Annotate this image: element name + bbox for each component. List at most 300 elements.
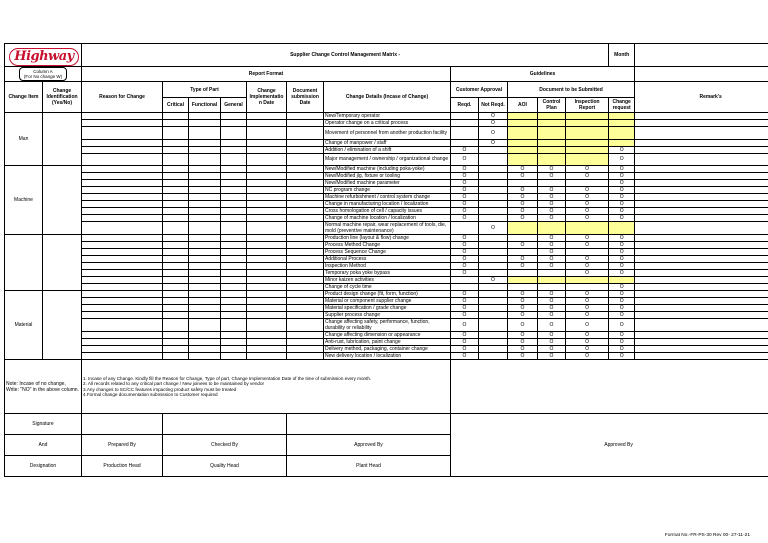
entry-cell[interactable] [82,291,163,298]
entry-cell[interactable] [189,305,221,312]
entry-cell[interactable] [82,194,163,201]
entry-cell[interactable] [189,312,221,319]
entry-cell[interactable] [287,113,324,120]
entry-cell[interactable] [189,339,221,346]
entry-cell[interactable] [221,166,247,173]
entry-cell[interactable] [287,339,324,346]
entry-cell[interactable] [287,298,324,305]
mark-cell: O [451,180,479,187]
entry-cell[interactable] [221,291,247,298]
production-head-label: Production Head [82,456,163,477]
entry-cell[interactable] [247,332,287,339]
entry-cell[interactable] [287,346,324,353]
mark-cell: O [451,173,479,180]
mark-cell: O [451,291,479,298]
entry-cell[interactable] [287,353,324,360]
entry-cell[interactable] [221,146,247,153]
entry-cell[interactable] [82,298,163,305]
mark-cell: O [508,263,538,270]
mark-cell: O [538,215,566,222]
entry-cell[interactable] [287,277,324,284]
mark-cell [451,284,479,291]
entry-cell[interactable] [287,291,324,298]
entry-cell[interactable] [189,113,221,120]
entry-cell[interactable] [221,284,247,291]
entry-cell[interactable] [163,242,189,249]
entry-cell[interactable] [189,256,221,263]
entry-cell[interactable] [82,305,163,312]
entry-cell[interactable] [163,127,189,140]
matrix-row [5,187,768,194]
entry-cell[interactable] [189,319,221,332]
entry-cell[interactable] [82,277,163,284]
change-detail: New/Temporary operator [324,113,451,120]
change-detail: Change affecting dimension or appearance [324,332,451,339]
entry-cell[interactable] [189,277,221,284]
matrix-row [5,298,768,305]
entry-cell[interactable] [163,194,189,201]
entry-cell[interactable] [221,346,247,353]
entry-cell[interactable] [82,339,163,346]
remark-cell[interactable] [635,235,768,242]
entry-cell[interactable] [163,153,189,166]
matrix-row [5,127,768,140]
entry-cell[interactable] [247,180,287,187]
mark-cell: O [451,194,479,201]
remark-cell[interactable] [635,298,768,305]
entry-cell[interactable] [287,222,324,235]
entry-cell[interactable] [287,319,324,332]
entry-cell[interactable] [163,298,189,305]
mark-cell: O [451,153,479,166]
remark-cell[interactable] [635,120,768,127]
entry-cell[interactable] [287,215,324,222]
entry-cell[interactable] [82,249,163,256]
header-change-details: Change Details (Incase of Change) [324,82,451,113]
entry-cell[interactable] [189,194,221,201]
entry-cell[interactable] [287,201,324,208]
mark-cell: O [538,208,566,215]
mark-cell: O [508,256,538,263]
entry-cell[interactable] [247,208,287,215]
entry-cell[interactable] [189,346,221,353]
entry-cell[interactable] [221,256,247,263]
mark-cell: O [479,127,508,140]
entry-cell[interactable] [163,339,189,346]
entry-cell[interactable] [163,187,189,194]
entry-cell[interactable] [247,277,287,284]
mark-cell: O [566,242,609,249]
entry-cell[interactable] [221,277,247,284]
mark-cell: O [538,256,566,263]
entry-cell[interactable] [247,113,287,120]
mark-cell: O [451,353,479,360]
entry-cell[interactable] [221,222,247,235]
entry-cell[interactable] [221,242,247,249]
entry-cell[interactable] [82,284,163,291]
entry-cell[interactable] [189,208,221,215]
entry-cell[interactable] [247,298,287,305]
entry-cell[interactable] [221,305,247,312]
entry-cell[interactable] [82,346,163,353]
entry-cell[interactable] [221,187,247,194]
entry-cell[interactable] [287,153,324,166]
mark-cell: O [508,187,538,194]
mark-cell [566,222,609,235]
entry-cell[interactable] [247,173,287,180]
entry-cell[interactable] [221,139,247,146]
mark-cell: O [609,208,635,215]
entry-cell[interactable] [189,284,221,291]
entry-cell[interactable] [163,312,189,319]
entry-cell[interactable] [287,166,324,173]
entry-cell[interactable] [247,146,287,153]
entry-cell[interactable] [247,319,287,332]
entry-cell[interactable] [189,127,221,140]
entry-cell[interactable] [221,215,247,222]
mark-cell: O [508,298,538,305]
entry-cell[interactable] [189,263,221,270]
entry-cell[interactable] [163,201,189,208]
entry-cell[interactable] [221,339,247,346]
entry-cell[interactable] [189,235,221,242]
mark-cell: O [538,305,566,312]
entry-cell[interactable] [163,139,189,146]
entry-cell[interactable] [221,194,247,201]
entry-cell[interactable] [287,270,324,277]
mark-cell: O [609,291,635,298]
remark-cell[interactable] [635,215,768,222]
entry-cell[interactable] [163,235,189,242]
entry-cell[interactable] [189,146,221,153]
mark-cell: O [538,332,566,339]
mark-cell: O [451,298,479,305]
remark-cell[interactable] [635,194,768,201]
entry-cell[interactable] [82,153,163,166]
entry-cell[interactable] [189,222,221,235]
entry-cell[interactable] [189,353,221,360]
entry-cell[interactable] [287,180,324,187]
entry-cell[interactable] [82,187,163,194]
entry-cell[interactable] [287,146,324,153]
entry-cell[interactable] [247,291,287,298]
entry-cell[interactable] [163,249,189,256]
mark-cell: O [451,146,479,153]
entry-cell[interactable] [221,270,247,277]
entry-cell[interactable] [82,208,163,215]
entry-cell[interactable] [163,346,189,353]
entry-cell[interactable] [189,139,221,146]
mark-cell: O [538,339,566,346]
entry-cell[interactable] [163,113,189,120]
entry-cell[interactable] [82,146,163,153]
remark-cell[interactable] [635,256,768,263]
entry-cell[interactable] [287,194,324,201]
header-change-item: Change Item [5,82,43,113]
entry-cell[interactable] [82,180,163,187]
entry-cell[interactable] [163,222,189,235]
remark-cell[interactable] [635,166,768,173]
entry-cell[interactable] [221,180,247,187]
remark-cell[interactable] [635,270,768,277]
entry-cell[interactable] [221,332,247,339]
entry-cell[interactable] [163,270,189,277]
entry-cell[interactable] [221,201,247,208]
entry-cell[interactable] [82,312,163,319]
entry-cell[interactable] [221,208,247,215]
entry-cell[interactable] [82,127,163,140]
remark-cell[interactable] [635,277,768,284]
remark-cell[interactable] [635,139,768,146]
entry-cell[interactable] [189,298,221,305]
remark-cell[interactable] [635,312,768,319]
mark-cell [508,277,538,284]
mark-cell: O [538,242,566,249]
remark-cell[interactable] [635,332,768,339]
entry-cell[interactable] [247,187,287,194]
mark-cell: O [538,194,566,201]
entry-cell[interactable] [221,153,247,166]
mark-cell: O [451,166,479,173]
entry-cell[interactable] [287,305,324,312]
entry-cell[interactable] [247,242,287,249]
header-customer-approval: Customer Approval [451,82,508,98]
change-detail: Minor kaizen activities [324,277,451,284]
remark-cell[interactable] [635,127,768,140]
entry-cell[interactable] [221,353,247,360]
entry-cell[interactable] [287,242,324,249]
matrix-row [5,319,768,332]
entry-cell[interactable] [221,113,247,120]
mark-cell: O [609,332,635,339]
entry-cell[interactable] [189,180,221,187]
entry-cell[interactable] [247,284,287,291]
entry-cell[interactable] [221,263,247,270]
entry-cell[interactable] [189,201,221,208]
entry-cell[interactable] [163,353,189,360]
entry-cell[interactable] [287,127,324,140]
notes-list [82,360,451,414]
entry-cell[interactable] [221,319,247,332]
entry-cell[interactable] [247,166,287,173]
entry-cell[interactable] [287,120,324,127]
entry-cell[interactable] [163,284,189,291]
entry-cell[interactable] [82,270,163,277]
entry-cell[interactable] [82,235,163,242]
entry-cell[interactable] [247,339,287,346]
entry-cell[interactable] [82,139,163,146]
entry-cell[interactable] [163,256,189,263]
matrix-row [5,291,768,298]
change-detail: New/Modified jig, fixture or tooling [324,173,451,180]
entry-cell[interactable] [189,166,221,173]
mark-cell: O [508,312,538,319]
entry-cell[interactable] [287,256,324,263]
matrix-row [5,312,768,319]
entry-cell[interactable] [287,312,324,319]
mark-cell [566,180,609,187]
remark-cell[interactable] [635,339,768,346]
entry-cell[interactable] [189,215,221,222]
entry-cell[interactable] [247,312,287,319]
month-value[interactable] [635,44,768,67]
entry-cell[interactable] [247,127,287,140]
entry-cell[interactable] [163,208,189,215]
mark-cell: O [566,312,609,319]
entry-cell[interactable] [163,173,189,180]
entry-cell[interactable] [163,319,189,332]
entry-cell[interactable] [163,146,189,153]
change-detail: Material specification / grade change [324,305,451,312]
remark-cell[interactable] [635,263,768,270]
mark-cell: O [609,270,635,277]
remark-cell[interactable] [635,249,768,256]
matrix-row [5,332,768,339]
entry-cell[interactable] [221,127,247,140]
entry-cell[interactable] [82,319,163,332]
change-identification-cell[interactable] [43,166,82,235]
entry-cell[interactable] [82,173,163,180]
remark-cell[interactable] [635,201,768,208]
entry-cell[interactable] [247,353,287,360]
entry-cell[interactable] [247,305,287,312]
mark-cell [479,263,508,270]
header-remarks: Remark's [635,82,768,113]
matrix-row [5,153,768,166]
entry-cell[interactable] [247,222,287,235]
remark-cell[interactable] [635,187,768,194]
entry-cell[interactable] [287,235,324,242]
matrix-row [5,284,768,291]
entry-cell[interactable] [247,201,287,208]
entry-cell[interactable] [82,263,163,270]
entry-cell[interactable] [247,194,287,201]
remark-cell[interactable] [635,180,768,187]
mark-cell: O [566,319,609,332]
entry-cell[interactable] [189,249,221,256]
remark-cell[interactable] [635,284,768,291]
entry-cell[interactable] [163,166,189,173]
entry-cell[interactable] [189,187,221,194]
entry-cell[interactable] [221,298,247,305]
entry-cell[interactable] [247,270,287,277]
entry-cell[interactable] [287,208,324,215]
mark-cell [479,339,508,346]
entry-cell[interactable] [163,215,189,222]
entry-cell[interactable] [287,284,324,291]
entry-cell[interactable] [287,263,324,270]
entry-cell[interactable] [163,263,189,270]
entry-cell[interactable] [221,249,247,256]
entry-cell[interactable] [287,187,324,194]
remark-cell[interactable] [635,291,768,298]
change-identification-cell[interactable] [43,291,82,360]
entry-cell[interactable] [189,291,221,298]
and-label: And [5,435,82,456]
entry-cell[interactable] [82,242,163,249]
mark-cell [508,113,538,120]
entry-cell[interactable] [163,291,189,298]
entry-cell[interactable] [287,139,324,146]
remark-cell[interactable] [635,153,768,166]
remark-cell[interactable] [635,208,768,215]
entry-cell[interactable] [221,312,247,319]
entry-cell[interactable] [247,256,287,263]
remark-cell[interactable] [635,353,768,360]
mark-cell: O [609,312,635,319]
entry-cell[interactable] [163,305,189,312]
change-detail: Change of cycle time [324,284,451,291]
mark-cell [538,120,566,127]
entry-cell[interactable] [247,215,287,222]
remark-cell[interactable] [635,222,768,235]
entry-cell[interactable] [189,242,221,249]
entry-cell[interactable] [82,215,163,222]
entry-cell[interactable] [82,332,163,339]
entry-cell[interactable] [163,332,189,339]
entry-cell[interactable] [287,332,324,339]
entry-cell[interactable] [82,353,163,360]
entry-cell[interactable] [221,235,247,242]
entry-cell[interactable] [189,332,221,339]
entry-cell[interactable] [189,270,221,277]
entry-cell[interactable] [247,153,287,166]
mark-cell [451,277,479,284]
mark-cell: O [566,256,609,263]
entry-cell[interactable] [189,153,221,166]
mark-cell [508,139,538,146]
remark-cell[interactable] [635,319,768,332]
entry-cell[interactable] [247,346,287,353]
change-detail: Change in manufacturing location / localization [324,201,451,208]
header-change-identification: Change Identification (Yes/No) [43,82,82,113]
entry-cell[interactable] [163,180,189,187]
header-reqd: Reqd. [451,98,479,113]
entry-cell[interactable] [247,263,287,270]
entry-cell[interactable] [221,173,247,180]
mark-cell [479,256,508,263]
entry-cell[interactable] [247,139,287,146]
entry-cell[interactable] [82,201,163,208]
entry-cell[interactable] [189,173,221,180]
entry-cell[interactable] [189,120,221,127]
mark-cell: O [451,332,479,339]
remark-cell[interactable] [635,146,768,153]
remark-cell[interactable] [635,305,768,312]
entry-cell[interactable] [82,256,163,263]
remark-cell[interactable] [635,242,768,249]
entry-cell[interactable] [247,235,287,242]
remark-cell[interactable] [635,346,768,353]
entry-cell[interactable] [82,222,163,235]
change-identification-cell[interactable] [43,235,82,291]
entry-cell[interactable] [82,120,163,127]
entry-cell[interactable] [287,249,324,256]
remark-cell[interactable] [635,113,768,120]
matrix-row [5,215,768,222]
entry-cell[interactable] [221,120,247,127]
entry-cell[interactable] [247,249,287,256]
entry-cell[interactable] [287,173,324,180]
entry-cell[interactable] [163,277,189,284]
change-identification-cell[interactable] [43,113,82,166]
entry-cell[interactable] [82,166,163,173]
entry-cell[interactable] [247,120,287,127]
remark-cell[interactable] [635,173,768,180]
entry-cell[interactable] [163,120,189,127]
entry-cell[interactable] [82,113,163,120]
mark-cell: O [609,256,635,263]
